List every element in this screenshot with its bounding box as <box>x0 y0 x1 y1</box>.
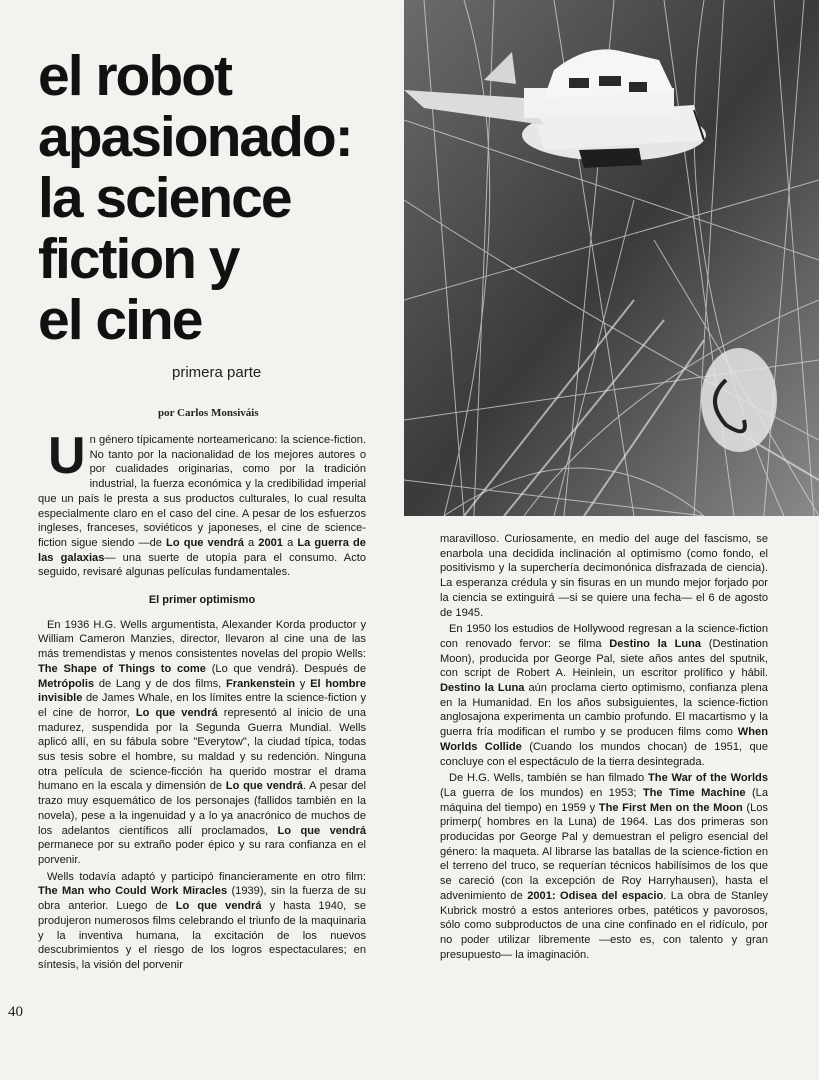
text-run: aún proclama cierto optimismo, confianza plena en la Humanidad. En los años subsiguientes, la science-fiction anglosajona experimenta un cambio profundo. El macartismo y la guerra fría modifican el rumbo y se producen films como <box>440 682 768 739</box>
text-run: (La máquina del tiempo) en 1959 y <box>440 786 768 814</box>
section-heading: El primer optimismo <box>148 594 256 607</box>
film-title: La guerra de las galaxias <box>38 536 366 564</box>
text-run: (Destination Moon), producida por George Pal, siete años antes del sputnik, con script de Robert A. Heinlein, un escritor prolífico y hábil. <box>440 637 768 680</box>
film-title: Lo que vendrá <box>225 780 303 793</box>
film-title: Destino la Luna <box>440 682 525 695</box>
text-run: — una suerte de utopía para el consumo. Acto seguido, revisaré algunas películas fundamentales. <box>38 551 366 579</box>
film-title: Destino la Luna <box>609 637 702 650</box>
article-column-left <box>38 427 367 975</box>
intro-paragraph <box>38 427 366 580</box>
text-run: n género típicamente norteamericano: la science-fiction. No tanto por la nacionalidad de los mejores autores o por cualidades originarias, como por la tradición industrial, la fuerza económica y la credibilidad imperial que un país le presta a sus productos culturales, lo cual resulta especialmente claro en el caso del cine. A pesar de los esfuerzos ingleses, franceses, soviéticos y japoneses, el cine de science-fiction sigue siendo —de <box>38 434 366 549</box>
text-run: . A pesar del trazo muy esquemático de los personajes (fallidos también en la novela), pese a la ingenuidad y a lo ya anacrónico de muchos de los adelantos científicos allí proclamados, <box>38 780 366 837</box>
film-title: El hombre invisible <box>38 677 367 705</box>
spaceship-photo <box>404 0 819 516</box>
title-line: el cine <box>38 288 202 352</box>
text-run: (Lo que vendrá). Después de <box>205 662 366 675</box>
text-run: Wells todavía adaptó y participó financieramente en otro film: <box>47 870 366 883</box>
text-run: (Cuando los mundos chocan) de 1951, que concluye con el espectáculo de la tierra desintegrada. <box>440 740 768 768</box>
film-title: The Time Machine <box>642 786 746 799</box>
author-byline: por Carlos Monsiváis <box>158 407 259 419</box>
film-title: 2001: Odisea del espacio <box>527 889 664 902</box>
text-run: . La obra de Stanley Kubrick mostró a estos anteriores orbes, patéticos y pavorosos, sólo como subproductos de una cine confinado en el ridículo, por no poder utilizar libremente —esto es, con talento y gran presupuesto— la imaginación. <box>440 889 768 961</box>
title-line: apasionado: <box>38 105 352 169</box>
title-line: fiction y <box>38 227 239 291</box>
text-run: (1939), sin la fuerza de su obra anterior. Luego de <box>38 885 366 913</box>
body-paragraph <box>38 870 366 973</box>
body-paragraph <box>440 771 768 962</box>
text-run: (La guerra de los mundos) en 1953; <box>440 786 643 799</box>
text-run: a <box>243 536 259 549</box>
body-paragraph <box>440 622 768 769</box>
title-line: la science <box>38 166 291 230</box>
article-column-right <box>440 532 768 964</box>
article-subtitle: primera parte <box>172 364 262 381</box>
text-run: y hasta 1940, se produjeron numerosos films celebrando el triunfo de la maquinaria y la inventiva humana, la excitación de los nuevos descubrimientos y el riesgo de los logros espectaculares; en síntesis, la visión del porvenir <box>38 900 366 971</box>
film-title: Lo que vendrá <box>135 706 218 719</box>
body-paragraph <box>38 618 366 868</box>
film-title: When Worlds Collide <box>440 726 768 753</box>
article-title <box>38 46 398 351</box>
text-run: En 1936 H.G. Wells argumentista, Alexander Korda productor y William Cameron Manzies, director, llevaron al cine una de las más tremendistas y menos consistentes novelas del propio Wells: <box>38 618 366 661</box>
text-run: y <box>295 677 311 690</box>
film-title: The Shape of Things to come <box>38 662 206 675</box>
film-title: 2001 <box>258 536 283 549</box>
film-title: Metrópolis <box>38 677 95 690</box>
spaceship-photo-illustration <box>404 0 819 516</box>
film-title: The War of the Worlds <box>648 772 768 785</box>
text-run: maravilloso. Curiosamente, en medio del auge del fascismo, se enarbola una decidida inclinación al optimismo (como fondo, el positivismo y la superchería decimonónica disfrazada de ciencia). La esperanza crédula y sin fisuras en un mundo mejor forjado por la ciencia se extinguirá —si se quiere una fecha— el 6 de agosto de 1945. <box>440 533 768 619</box>
text-run: En 1950 los estudios de Hollywood regresan a la science-fiction con renovado fervor: se filma <box>440 623 768 650</box>
page-number: 40 <box>8 1004 23 1020</box>
text-run: representó al inicio de una madurez, suspendida por la Segunda Guerra Mundial. Wells aplicó allí, en su fábula sobre "Everytow", la ciudad típica, todas sus tesis sobre el hombre, su maldad y su redención. Ninguna otra película de science-ficción ha querido mostrar el drama humano en la escala y dimensión de <box>38 706 367 793</box>
film-title: Lo que vendrá <box>277 824 366 837</box>
text-run: de Lang y de dos films, <box>94 677 226 690</box>
body-paragraph <box>440 532 768 620</box>
text-run: a <box>282 536 298 549</box>
drop-cap: U <box>48 427 86 485</box>
text-run: (Los primerp( hombres en la Luna) de 1964. Las dos primeras son producidas por George Pal y demuestran el peligro esencial del género: la maqueta. Al librarse las batallas de la science-fiction en el terreno del truco, se requerían técnicos habilísimos de los que se careció (con la excepción de Roy Harryhausen), hasta el advenimiento de <box>440 801 768 902</box>
film-title: Lo que vendrá <box>175 900 262 913</box>
film-title: The Man who Could Work Miracles <box>38 885 228 898</box>
text-run: De H.G. Wells, también se han filmado <box>449 772 649 785</box>
film-title: The First Men on the Moon <box>598 801 743 814</box>
text-run: de James Whale, en los límites entre la science-fiction y el cine de horror, <box>38 692 366 719</box>
film-title: Lo que vendrá <box>166 536 244 549</box>
text-run: permanece por su extraño poder épico y su rara confianza en el porvenir. <box>38 839 366 866</box>
film-title: Frankenstein <box>225 677 296 690</box>
title-line: el robot <box>38 44 231 108</box>
